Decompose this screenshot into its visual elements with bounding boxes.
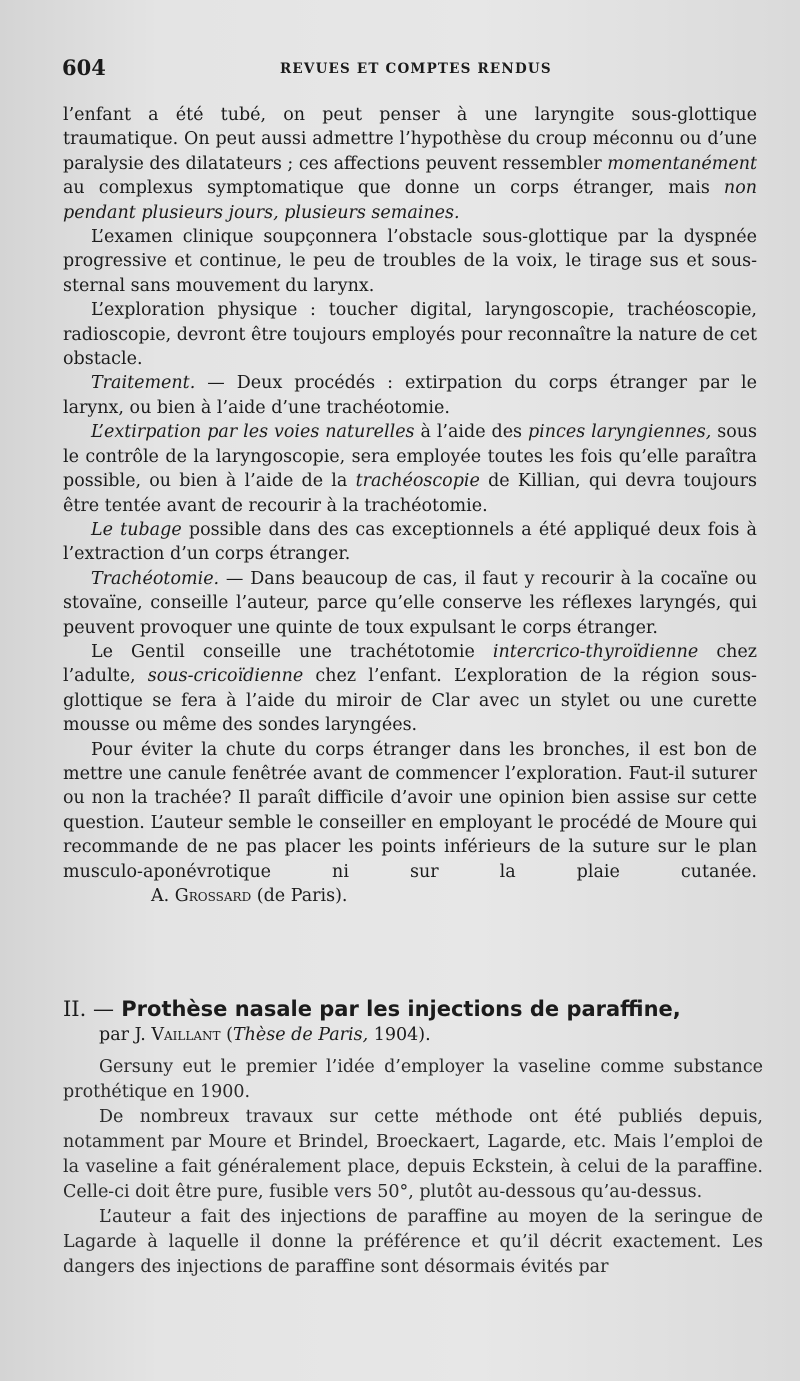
page-number: 604: [62, 55, 106, 80]
emphasis: L’extirpation par les voies naturelles: [91, 422, 415, 443]
author-name: Vaillant: [151, 1025, 221, 1045]
section-number: II. —: [63, 997, 114, 1021]
paragraph: Gersuny eut le premier l’idée d’employer la vaseline comme substance prothétique en 1900.: [63, 1057, 763, 1102]
paragraph: De nombreux travaux sur cette méthode ont été publiés depuis, notamment par Moure et Brindel, Broeckaert, Lagarde, etc. Mais l’emploi de la vaseline a fait généralement place, depuis Eckstein, à celui de la paraffine. Celle-ci doit être pure, fusible vers 50°, plutôt au-dessous qu’au-dessus.: [63, 1107, 763, 1202]
paragraph: Pour éviter la chute du corps étranger dans les bronches, il est bon de mettre une canule fenêtrée avant de commencer l’exploration. Faut-il suturer ou non la trachée? Il paraît difficile d’avoir une opinion bien assise sur cette question. L’auteur semble le conseiller en employant le procédé de Moure qui recommande de ne pas placer les points inférieurs de la suture sur le plan musculo-aponévrotique ni sur la plaie cutanée. A. Grossard (de Paris).: [63, 738, 757, 909]
emphasis: non pendant plusieurs jours, plusieurs semaines.: [63, 178, 757, 223]
reviewer-name: Grossard: [174, 886, 252, 906]
emphasis: Trachéotomie.: [91, 568, 220, 589]
emphasis: trachéoscopie: [355, 471, 480, 492]
reviewer-signature: A. Grossard (de Paris).: [151, 886, 348, 906]
emphasis: sous-cricoïdienne: [147, 666, 304, 687]
paragraph: L’examen clinique soupçonnera l’obstacle sous-glottique par la dyspnée progressive et continue, le peu de troubles de la voix, le tirage sus et sous-sternal sans mouvement du larynx.: [63, 227, 757, 296]
section-body: [63, 1055, 763, 1280]
paragraph: Le tubage possible dans des cas exceptionnels a été appliqué deux fois à l’extraction d’un corps étranger.: [63, 519, 757, 565]
paragraph: L’exploration physique : toucher digital, laryngoscopie, trachéoscopie, radioscopie, devront être toujours employés pour reconnaître la nature de cet obstacle.: [63, 300, 757, 370]
paragraph: Trachéotomie. — Dans beaucoup de cas, il faut y recourir à la cocaïne ou stovaïne, conseille l’auteur, parce qu’elle conserve les réflexes laryngés, qui peuvent provoquer une quinte de toux expulsant le corps étranger.: [63, 568, 757, 638]
running-title: REVUES ET COMPTES RENDUS: [280, 61, 552, 77]
emphasis: intercrico-thyroïdienne: [492, 641, 699, 662]
paragraph: Le Gentil conseille une trachétotomie intercrico-thyroïdienne chez l’adulte, sous-cricoïdienne chez l’enfant. L’exploration de la région sous-glottique se fera à l’aide du miroir de Clar avec un stylet ou une curette mousse ou même des sondes laryngées.: [63, 641, 757, 736]
byline: par J. Vaillant (Thèse de Paris, 1904).: [99, 1025, 431, 1045]
source-title: Thèse de Paris,: [232, 1025, 369, 1045]
emphasis: Le tubage: [91, 519, 182, 540]
page-header: [62, 55, 762, 85]
emphasis: Traitement.: [91, 373, 196, 394]
emphasis: pinces laryngiennes,: [527, 422, 712, 443]
paragraph: l’enfant a été tubé, on peut penser à une laryngite sous-glottique traumatique. On peut aussi admettre l’hypothèse du croup méconnu ou d’une paralysie des dilatateurs ; ces affections peuvent ressembler momentanément au complexus symptomatique que donne un corps étranger, mais non pendant plusieurs jours, plusieurs semaines.: [63, 105, 757, 223]
paragraph: L’extirpation par les voies naturelles à l’aide des pinces laryngiennes, sous le contrôle de la laryngoscopie, sera employée toutes les fois qu’elle paraîtra possible, ou bien à l’aide de la trachéoscopie de Killian, qui devra toujours être tentée avant de recourir à la trachéotomie.: [63, 422, 757, 516]
paragraph: L’auteur a fait des injections de paraffine au moyen de la seringue de Lagarde à laquelle il donne la préférence et qu’il décrit exactement. Les dangers des injections de paraffine sont désormais évités par: [63, 1207, 763, 1277]
review-body: [63, 103, 757, 908]
section-ii: [63, 995, 763, 1280]
paragraph: Traitement. — Deux procédés : extirpation du corps étranger par le larynx, ou bien à l’aide d’une trachéotomie.: [63, 373, 757, 418]
section-heading: [63, 995, 763, 1023]
section-title: Prothèse nasale par les injections de paraffine,: [121, 997, 681, 1021]
emphasis: momentanément: [607, 153, 757, 174]
